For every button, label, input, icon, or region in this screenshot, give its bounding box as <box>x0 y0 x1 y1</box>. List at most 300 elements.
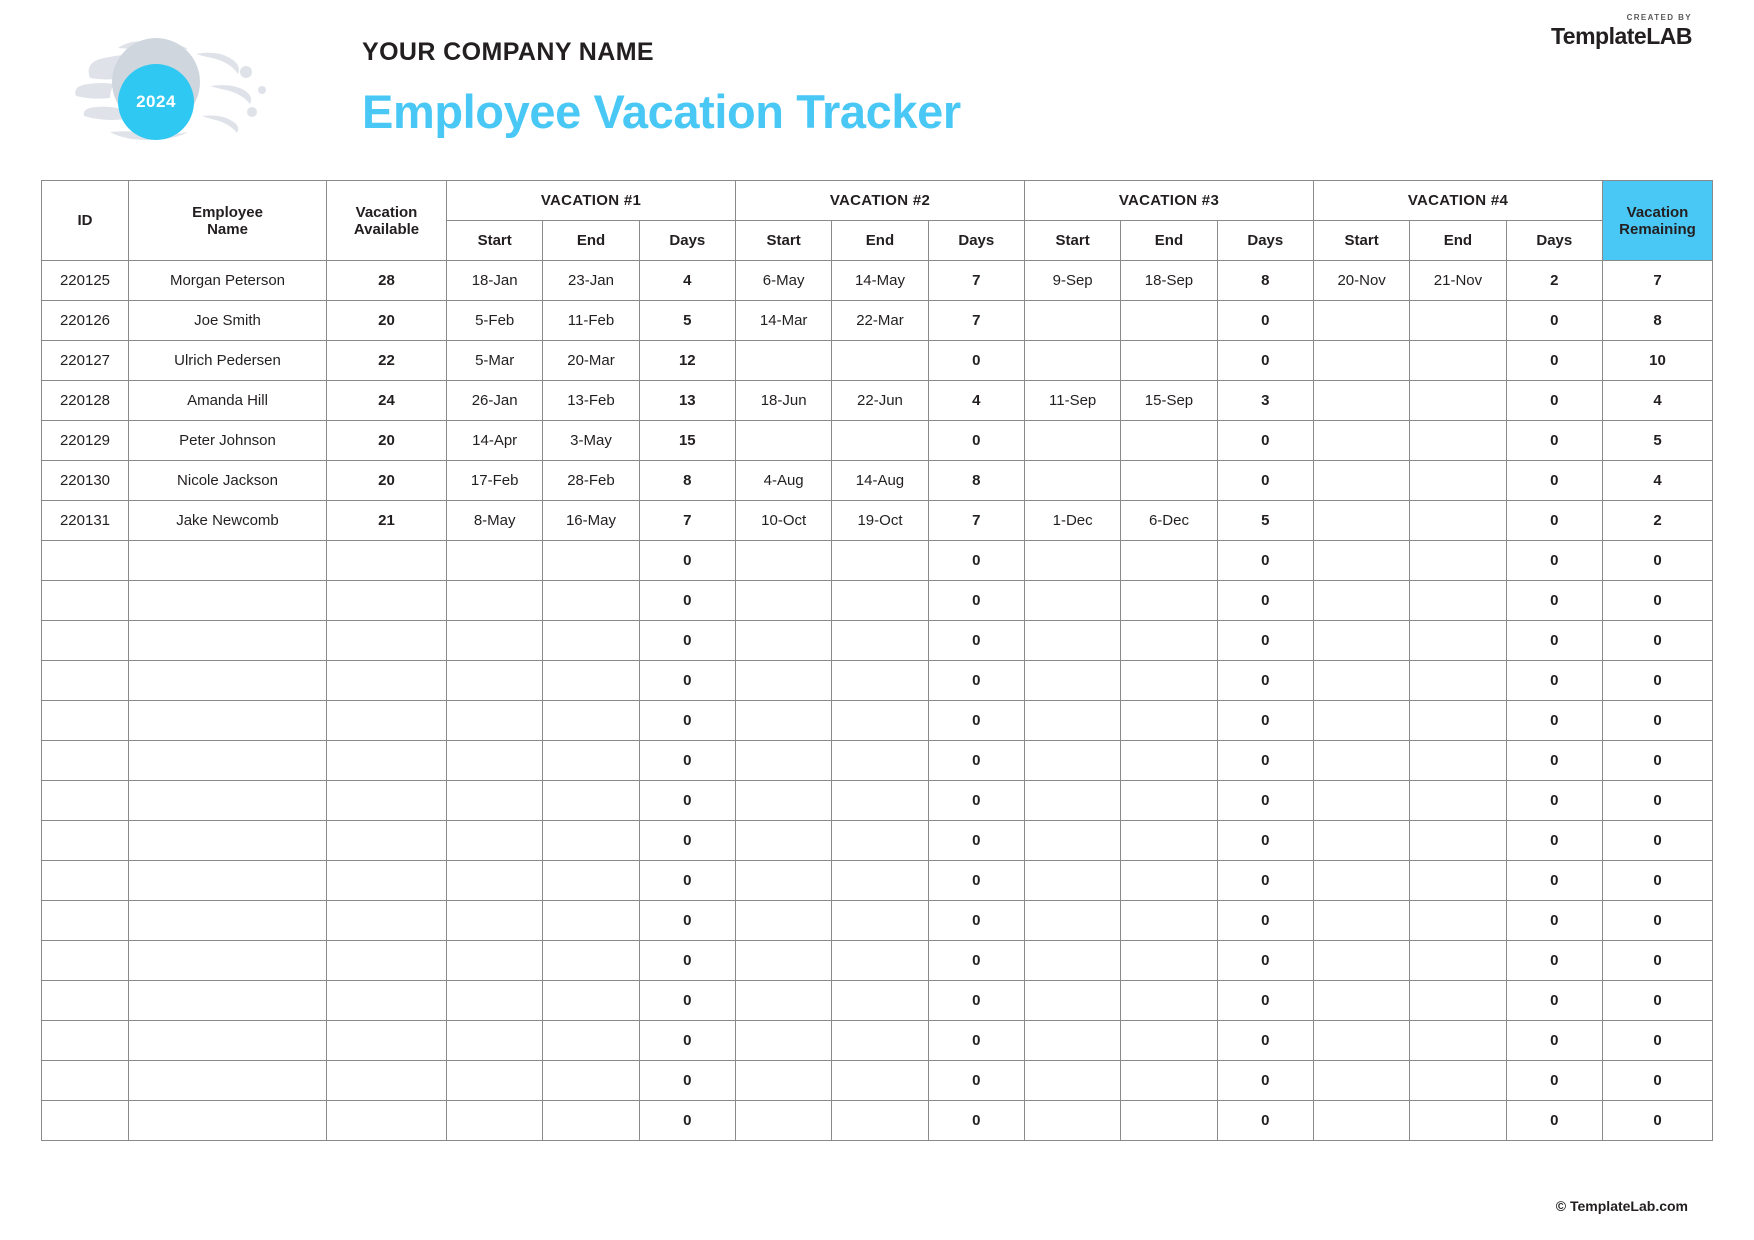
cell-v3-days[interactable]: 0 <box>1217 1061 1313 1101</box>
cell-v3-days[interactable]: 0 <box>1217 1021 1313 1061</box>
cell-vacation-available[interactable]: 20 <box>327 461 447 501</box>
cell-v1-days[interactable]: 0 <box>639 621 735 661</box>
cell-v4-start[interactable] <box>1313 301 1409 341</box>
cell-vacation-available[interactable]: 20 <box>327 421 447 461</box>
cell-v1-start[interactable] <box>447 1101 543 1141</box>
table-row[interactable] <box>42 1021 1713 1061</box>
cell-v1-end[interactable] <box>543 981 639 1021</box>
cell-v3-days[interactable]: 8 <box>1217 261 1313 301</box>
cell-id[interactable] <box>42 1061 129 1101</box>
cell-v2-end[interactable] <box>832 901 928 941</box>
cell-v3-start[interactable]: 1-Dec <box>1024 501 1120 541</box>
cell-id[interactable] <box>42 541 129 581</box>
cell-vacation-remaining[interactable]: 8 <box>1603 301 1713 341</box>
cell-employee-name[interactable] <box>129 741 327 781</box>
cell-vacation-available[interactable] <box>327 661 447 701</box>
cell-vacation-remaining[interactable]: 0 <box>1603 781 1713 821</box>
cell-v3-days[interactable]: 0 <box>1217 1101 1313 1141</box>
cell-id[interactable] <box>42 981 129 1021</box>
cell-v2-days[interactable]: 0 <box>928 581 1024 621</box>
cell-v2-end[interactable] <box>832 621 928 661</box>
cell-v3-start[interactable] <box>1024 421 1120 461</box>
cell-v4-days[interactable]: 0 <box>1506 621 1602 661</box>
cell-v2-end[interactable] <box>832 741 928 781</box>
cell-id[interactable]: 220125 <box>42 261 129 301</box>
cell-v4-start[interactable] <box>1313 981 1409 1021</box>
cell-v3-start[interactable] <box>1024 981 1120 1021</box>
cell-v2-start[interactable] <box>735 541 831 581</box>
cell-vacation-remaining[interactable]: 0 <box>1603 901 1713 941</box>
cell-v4-end[interactable] <box>1410 701 1506 741</box>
cell-v3-end[interactable] <box>1121 1061 1217 1101</box>
cell-id[interactable]: 220127 <box>42 341 129 381</box>
cell-v2-days[interactable]: 0 <box>928 1101 1024 1141</box>
cell-v3-days[interactable]: 0 <box>1217 581 1313 621</box>
cell-v3-start[interactable] <box>1024 301 1120 341</box>
cell-vacation-available[interactable] <box>327 821 447 861</box>
cell-v1-start[interactable] <box>447 661 543 701</box>
cell-id[interactable] <box>42 661 129 701</box>
cell-employee-name[interactable] <box>129 701 327 741</box>
cell-v1-end[interactable] <box>543 821 639 861</box>
cell-v2-days[interactable]: 4 <box>928 381 1024 421</box>
cell-v1-end[interactable]: 20-Mar <box>543 341 639 381</box>
cell-vacation-available[interactable] <box>327 781 447 821</box>
cell-v2-end[interactable]: 14-Aug <box>832 461 928 501</box>
cell-vacation-available[interactable] <box>327 981 447 1021</box>
cell-v2-start[interactable] <box>735 581 831 621</box>
cell-v4-end[interactable] <box>1410 741 1506 781</box>
cell-v3-days[interactable]: 0 <box>1217 981 1313 1021</box>
cell-v1-days[interactable]: 0 <box>639 1061 735 1101</box>
cell-vacation-available[interactable] <box>327 1101 447 1141</box>
cell-v2-start[interactable] <box>735 341 831 381</box>
cell-vacation-remaining[interactable]: 0 <box>1603 981 1713 1021</box>
cell-v3-start[interactable] <box>1024 341 1120 381</box>
cell-v1-end[interactable]: 11-Feb <box>543 301 639 341</box>
cell-v4-end[interactable] <box>1410 461 1506 501</box>
cell-employee-name[interactable]: Morgan Peterson <box>129 261 327 301</box>
cell-v2-start[interactable] <box>735 741 831 781</box>
cell-employee-name[interactable] <box>129 821 327 861</box>
cell-vacation-remaining[interactable]: 0 <box>1603 941 1713 981</box>
cell-v3-days[interactable]: 0 <box>1217 461 1313 501</box>
cell-id[interactable] <box>42 821 129 861</box>
cell-v1-end[interactable]: 28-Feb <box>543 461 639 501</box>
cell-v2-end[interactable] <box>832 701 928 741</box>
cell-v4-end[interactable] <box>1410 781 1506 821</box>
cell-v4-end[interactable] <box>1410 421 1506 461</box>
cell-v3-days[interactable]: 0 <box>1217 421 1313 461</box>
cell-v3-end[interactable] <box>1121 581 1217 621</box>
cell-id[interactable]: 220130 <box>42 461 129 501</box>
cell-v3-start[interactable] <box>1024 781 1120 821</box>
cell-v2-start[interactable] <box>735 901 831 941</box>
cell-v4-days[interactable]: 0 <box>1506 541 1602 581</box>
table-row[interactable] <box>42 781 1713 821</box>
cell-v2-end[interactable] <box>832 781 928 821</box>
cell-v1-days[interactable]: 5 <box>639 301 735 341</box>
cell-vacation-remaining[interactable]: 0 <box>1603 741 1713 781</box>
cell-employee-name[interactable] <box>129 781 327 821</box>
cell-v2-start[interactable] <box>735 1021 831 1061</box>
cell-v4-days[interactable]: 2 <box>1506 261 1602 301</box>
cell-v1-end[interactable]: 23-Jan <box>543 261 639 301</box>
cell-employee-name[interactable]: Joe Smith <box>129 301 327 341</box>
cell-v3-start[interactable] <box>1024 541 1120 581</box>
cell-v2-days[interactable]: 0 <box>928 941 1024 981</box>
cell-employee-name[interactable] <box>129 581 327 621</box>
cell-v3-end[interactable] <box>1121 301 1217 341</box>
cell-vacation-available[interactable] <box>327 581 447 621</box>
cell-v4-start[interactable] <box>1313 941 1409 981</box>
cell-id[interactable]: 220126 <box>42 301 129 341</box>
cell-v3-end[interactable] <box>1121 741 1217 781</box>
cell-id[interactable] <box>42 741 129 781</box>
cell-id[interactable] <box>42 1101 129 1141</box>
cell-v4-days[interactable]: 0 <box>1506 861 1602 901</box>
cell-v3-days[interactable]: 0 <box>1217 741 1313 781</box>
cell-v3-start[interactable]: 11-Sep <box>1024 381 1120 421</box>
cell-v3-end[interactable] <box>1121 1021 1217 1061</box>
cell-v2-days[interactable]: 0 <box>928 621 1024 661</box>
cell-v4-start[interactable] <box>1313 1101 1409 1141</box>
cell-v4-start[interactable] <box>1313 661 1409 701</box>
cell-employee-name[interactable] <box>129 661 327 701</box>
table-row[interactable] <box>42 1101 1713 1141</box>
cell-v1-start[interactable]: 14-Apr <box>447 421 543 461</box>
cell-v2-start[interactable] <box>735 781 831 821</box>
table-row[interactable] <box>42 821 1713 861</box>
cell-id[interactable] <box>42 621 129 661</box>
cell-v1-days[interactable]: 15 <box>639 421 735 461</box>
cell-vacation-remaining[interactable]: 4 <box>1603 381 1713 421</box>
cell-v1-end[interactable] <box>543 861 639 901</box>
cell-v1-start[interactable] <box>447 541 543 581</box>
cell-v2-days[interactable]: 0 <box>928 421 1024 461</box>
cell-v1-start[interactable] <box>447 581 543 621</box>
cell-v4-end[interactable] <box>1410 861 1506 901</box>
cell-v1-start[interactable] <box>447 621 543 661</box>
cell-v2-start[interactable] <box>735 821 831 861</box>
cell-v3-start[interactable] <box>1024 621 1120 661</box>
table-row[interactable] <box>42 541 1713 581</box>
cell-v4-start[interactable] <box>1313 1061 1409 1101</box>
cell-v3-days[interactable]: 0 <box>1217 661 1313 701</box>
cell-v4-end[interactable]: 21-Nov <box>1410 261 1506 301</box>
cell-v2-start[interactable] <box>735 861 831 901</box>
cell-v3-end[interactable] <box>1121 621 1217 661</box>
table-row[interactable] <box>42 661 1713 701</box>
cell-v2-days[interactable]: 7 <box>928 501 1024 541</box>
cell-vacation-remaining[interactable]: 0 <box>1603 1101 1713 1141</box>
cell-vacation-remaining[interactable]: 10 <box>1603 341 1713 381</box>
cell-v2-start[interactable]: 10-Oct <box>735 501 831 541</box>
cell-vacation-remaining[interactable]: 0 <box>1603 541 1713 581</box>
cell-v2-days[interactable]: 8 <box>928 461 1024 501</box>
cell-v3-end[interactable] <box>1121 821 1217 861</box>
cell-v2-days[interactable]: 0 <box>928 1061 1024 1101</box>
cell-v2-start[interactable] <box>735 661 831 701</box>
cell-v2-start[interactable]: 14-Mar <box>735 301 831 341</box>
cell-v2-days[interactable]: 0 <box>928 661 1024 701</box>
cell-v2-start[interactable] <box>735 621 831 661</box>
table-row[interactable] <box>42 741 1713 781</box>
cell-v1-start[interactable] <box>447 1021 543 1061</box>
cell-v4-days[interactable]: 0 <box>1506 301 1602 341</box>
cell-v2-days[interactable]: 0 <box>928 821 1024 861</box>
cell-v1-start[interactable] <box>447 981 543 1021</box>
cell-employee-name[interactable]: Ulrich Pedersen <box>129 341 327 381</box>
cell-vacation-remaining[interactable]: 0 <box>1603 661 1713 701</box>
cell-v3-days[interactable]: 0 <box>1217 781 1313 821</box>
cell-v1-days[interactable]: 0 <box>639 661 735 701</box>
cell-v4-start[interactable] <box>1313 461 1409 501</box>
cell-v1-days[interactable]: 4 <box>639 261 735 301</box>
cell-v3-start[interactable] <box>1024 661 1120 701</box>
cell-v1-start[interactable]: 8-May <box>447 501 543 541</box>
cell-vacation-remaining[interactable]: 4 <box>1603 461 1713 501</box>
cell-v4-days[interactable]: 0 <box>1506 501 1602 541</box>
cell-v3-end[interactable] <box>1121 1101 1217 1141</box>
cell-v2-days[interactable]: 7 <box>928 301 1024 341</box>
cell-v2-end[interactable] <box>832 661 928 701</box>
cell-vacation-available[interactable]: 21 <box>327 501 447 541</box>
cell-id[interactable] <box>42 581 129 621</box>
cell-v2-start[interactable] <box>735 1061 831 1101</box>
cell-v2-end[interactable] <box>832 541 928 581</box>
cell-v1-days[interactable]: 13 <box>639 381 735 421</box>
cell-v3-start[interactable] <box>1024 1061 1120 1101</box>
cell-v4-end[interactable] <box>1410 621 1506 661</box>
cell-v4-end[interactable] <box>1410 941 1506 981</box>
cell-v3-end[interactable] <box>1121 341 1217 381</box>
cell-v2-days[interactable]: 0 <box>928 781 1024 821</box>
cell-id[interactable]: 220128 <box>42 381 129 421</box>
cell-v2-start[interactable]: 4-Aug <box>735 461 831 501</box>
cell-vacation-remaining[interactable]: 5 <box>1603 421 1713 461</box>
cell-v3-start[interactable] <box>1024 901 1120 941</box>
cell-v3-days[interactable]: 3 <box>1217 381 1313 421</box>
cell-v4-end[interactable] <box>1410 581 1506 621</box>
cell-vacation-remaining[interactable]: 2 <box>1603 501 1713 541</box>
cell-v1-end[interactable] <box>543 1021 639 1061</box>
cell-v2-days[interactable]: 7 <box>928 261 1024 301</box>
table-row[interactable] <box>42 861 1713 901</box>
cell-v4-end[interactable] <box>1410 1101 1506 1141</box>
cell-v4-days[interactable]: 0 <box>1506 901 1602 941</box>
cell-v3-end[interactable] <box>1121 701 1217 741</box>
cell-v2-end[interactable] <box>832 981 928 1021</box>
cell-id[interactable] <box>42 901 129 941</box>
cell-vacation-available[interactable] <box>327 861 447 901</box>
cell-v1-end[interactable] <box>543 1061 639 1101</box>
cell-v1-days[interactable]: 0 <box>639 821 735 861</box>
cell-vacation-remaining[interactable]: 0 <box>1603 701 1713 741</box>
cell-employee-name[interactable] <box>129 621 327 661</box>
cell-vacation-remaining[interactable]: 0 <box>1603 861 1713 901</box>
cell-employee-name[interactable]: Peter Johnson <box>129 421 327 461</box>
cell-v1-start[interactable]: 18-Jan <box>447 261 543 301</box>
cell-employee-name[interactable]: Jake Newcomb <box>129 501 327 541</box>
cell-vacation-remaining[interactable]: 0 <box>1603 1061 1713 1101</box>
cell-v1-end[interactable] <box>543 701 639 741</box>
cell-v1-end[interactable] <box>543 541 639 581</box>
cell-v2-days[interactable]: 0 <box>928 701 1024 741</box>
cell-employee-name[interactable] <box>129 901 327 941</box>
cell-v1-start[interactable] <box>447 901 543 941</box>
cell-v1-days[interactable]: 12 <box>639 341 735 381</box>
cell-v4-days[interactable]: 0 <box>1506 461 1602 501</box>
cell-v2-end[interactable] <box>832 581 928 621</box>
cell-v3-end[interactable] <box>1121 981 1217 1021</box>
cell-v1-end[interactable] <box>543 621 639 661</box>
cell-v1-start[interactable] <box>447 861 543 901</box>
cell-employee-name[interactable] <box>129 1061 327 1101</box>
cell-v1-start[interactable] <box>447 941 543 981</box>
cell-v3-end[interactable] <box>1121 461 1217 501</box>
cell-id[interactable] <box>42 701 129 741</box>
cell-vacation-available[interactable] <box>327 1021 447 1061</box>
cell-v1-days[interactable]: 0 <box>639 941 735 981</box>
cell-v2-days[interactable]: 0 <box>928 341 1024 381</box>
table-row[interactable] <box>42 1061 1713 1101</box>
cell-v1-end[interactable] <box>543 661 639 701</box>
cell-v4-end[interactable] <box>1410 901 1506 941</box>
cell-v1-end[interactable]: 13-Feb <box>543 381 639 421</box>
table-row[interactable] <box>42 421 1713 461</box>
cell-v1-start[interactable] <box>447 1061 543 1101</box>
cell-v1-end[interactable] <box>543 581 639 621</box>
cell-v2-days[interactable]: 0 <box>928 541 1024 581</box>
table-row[interactable] <box>42 901 1713 941</box>
cell-vacation-available[interactable] <box>327 741 447 781</box>
cell-v3-days[interactable]: 0 <box>1217 901 1313 941</box>
cell-v2-end[interactable] <box>832 341 928 381</box>
cell-v3-end[interactable] <box>1121 661 1217 701</box>
cell-vacation-remaining[interactable]: 7 <box>1603 261 1713 301</box>
cell-v4-start[interactable] <box>1313 701 1409 741</box>
cell-v1-days[interactable]: 0 <box>639 541 735 581</box>
cell-v1-end[interactable] <box>543 781 639 821</box>
cell-v2-start[interactable] <box>735 941 831 981</box>
cell-vacation-remaining[interactable]: 0 <box>1603 581 1713 621</box>
cell-id[interactable] <box>42 941 129 981</box>
cell-v1-days[interactable]: 0 <box>639 741 735 781</box>
cell-v3-start[interactable] <box>1024 741 1120 781</box>
cell-v3-days[interactable]: 0 <box>1217 821 1313 861</box>
cell-v4-start[interactable] <box>1313 621 1409 661</box>
cell-v4-start[interactable] <box>1313 781 1409 821</box>
cell-v1-start[interactable] <box>447 781 543 821</box>
cell-v1-start[interactable] <box>447 741 543 781</box>
table-row[interactable] <box>42 941 1713 981</box>
table-row[interactable] <box>42 701 1713 741</box>
cell-id[interactable] <box>42 1021 129 1061</box>
cell-v4-days[interactable]: 0 <box>1506 701 1602 741</box>
cell-employee-name[interactable] <box>129 981 327 1021</box>
table-row[interactable] <box>42 461 1713 501</box>
cell-v4-end[interactable] <box>1410 1061 1506 1101</box>
cell-vacation-available[interactable]: 20 <box>327 301 447 341</box>
cell-v2-start[interactable] <box>735 981 831 1021</box>
cell-vacation-available[interactable] <box>327 941 447 981</box>
cell-employee-name[interactable] <box>129 941 327 981</box>
cell-v3-start[interactable] <box>1024 821 1120 861</box>
cell-v1-days[interactable]: 0 <box>639 981 735 1021</box>
cell-v4-end[interactable] <box>1410 501 1506 541</box>
cell-v4-start[interactable] <box>1313 741 1409 781</box>
cell-v1-end[interactable] <box>543 901 639 941</box>
cell-v4-start[interactable] <box>1313 1021 1409 1061</box>
cell-v4-start[interactable] <box>1313 821 1409 861</box>
cell-v4-days[interactable]: 0 <box>1506 781 1602 821</box>
cell-v1-days[interactable]: 0 <box>639 581 735 621</box>
cell-v3-start[interactable] <box>1024 1101 1120 1141</box>
cell-v4-end[interactable] <box>1410 661 1506 701</box>
cell-vacation-available[interactable]: 22 <box>327 341 447 381</box>
cell-v2-end[interactable] <box>832 821 928 861</box>
cell-v1-end[interactable]: 16-May <box>543 501 639 541</box>
cell-v4-start[interactable] <box>1313 861 1409 901</box>
cell-v4-end[interactable] <box>1410 1021 1506 1061</box>
cell-v3-start[interactable] <box>1024 461 1120 501</box>
cell-v4-days[interactable]: 0 <box>1506 581 1602 621</box>
table-row[interactable] <box>42 381 1713 421</box>
cell-v3-days[interactable]: 5 <box>1217 501 1313 541</box>
cell-v2-days[interactable]: 0 <box>928 901 1024 941</box>
cell-v3-start[interactable] <box>1024 581 1120 621</box>
cell-employee-name[interactable] <box>129 541 327 581</box>
cell-v4-start[interactable] <box>1313 581 1409 621</box>
cell-v3-end[interactable] <box>1121 941 1217 981</box>
cell-v1-end[interactable]: 3-May <box>543 421 639 461</box>
cell-v4-start[interactable] <box>1313 341 1409 381</box>
cell-v4-days[interactable]: 0 <box>1506 1101 1602 1141</box>
cell-vacation-available[interactable] <box>327 901 447 941</box>
cell-employee-name[interactable] <box>129 1101 327 1141</box>
cell-v2-days[interactable]: 0 <box>928 1021 1024 1061</box>
cell-v3-days[interactable]: 0 <box>1217 541 1313 581</box>
cell-v1-start[interactable] <box>447 821 543 861</box>
cell-v2-days[interactable]: 0 <box>928 861 1024 901</box>
cell-v4-start[interactable] <box>1313 901 1409 941</box>
cell-v1-start[interactable] <box>447 701 543 741</box>
cell-v1-days[interactable]: 0 <box>639 781 735 821</box>
table-row[interactable] <box>42 301 1713 341</box>
cell-v1-end[interactable] <box>543 941 639 981</box>
table-row[interactable] <box>42 341 1713 381</box>
cell-vacation-remaining[interactable]: 0 <box>1603 821 1713 861</box>
cell-v3-start[interactable] <box>1024 941 1120 981</box>
cell-v4-days[interactable]: 0 <box>1506 381 1602 421</box>
cell-v2-end[interactable] <box>832 941 928 981</box>
cell-v3-start[interactable] <box>1024 1021 1120 1061</box>
cell-v3-end[interactable] <box>1121 861 1217 901</box>
cell-v1-days[interactable]: 0 <box>639 861 735 901</box>
cell-vacation-available[interactable]: 24 <box>327 381 447 421</box>
cell-v2-days[interactable]: 0 <box>928 981 1024 1021</box>
cell-v4-days[interactable]: 0 <box>1506 981 1602 1021</box>
cell-v4-end[interactable] <box>1410 821 1506 861</box>
cell-vacation-available[interactable] <box>327 1061 447 1101</box>
cell-id[interactable]: 220129 <box>42 421 129 461</box>
cell-v2-start[interactable] <box>735 1101 831 1141</box>
cell-employee-name[interactable] <box>129 861 327 901</box>
cell-v2-end[interactable]: 22-Jun <box>832 381 928 421</box>
cell-v3-days[interactable]: 0 <box>1217 701 1313 741</box>
cell-v1-start[interactable]: 5-Mar <box>447 341 543 381</box>
